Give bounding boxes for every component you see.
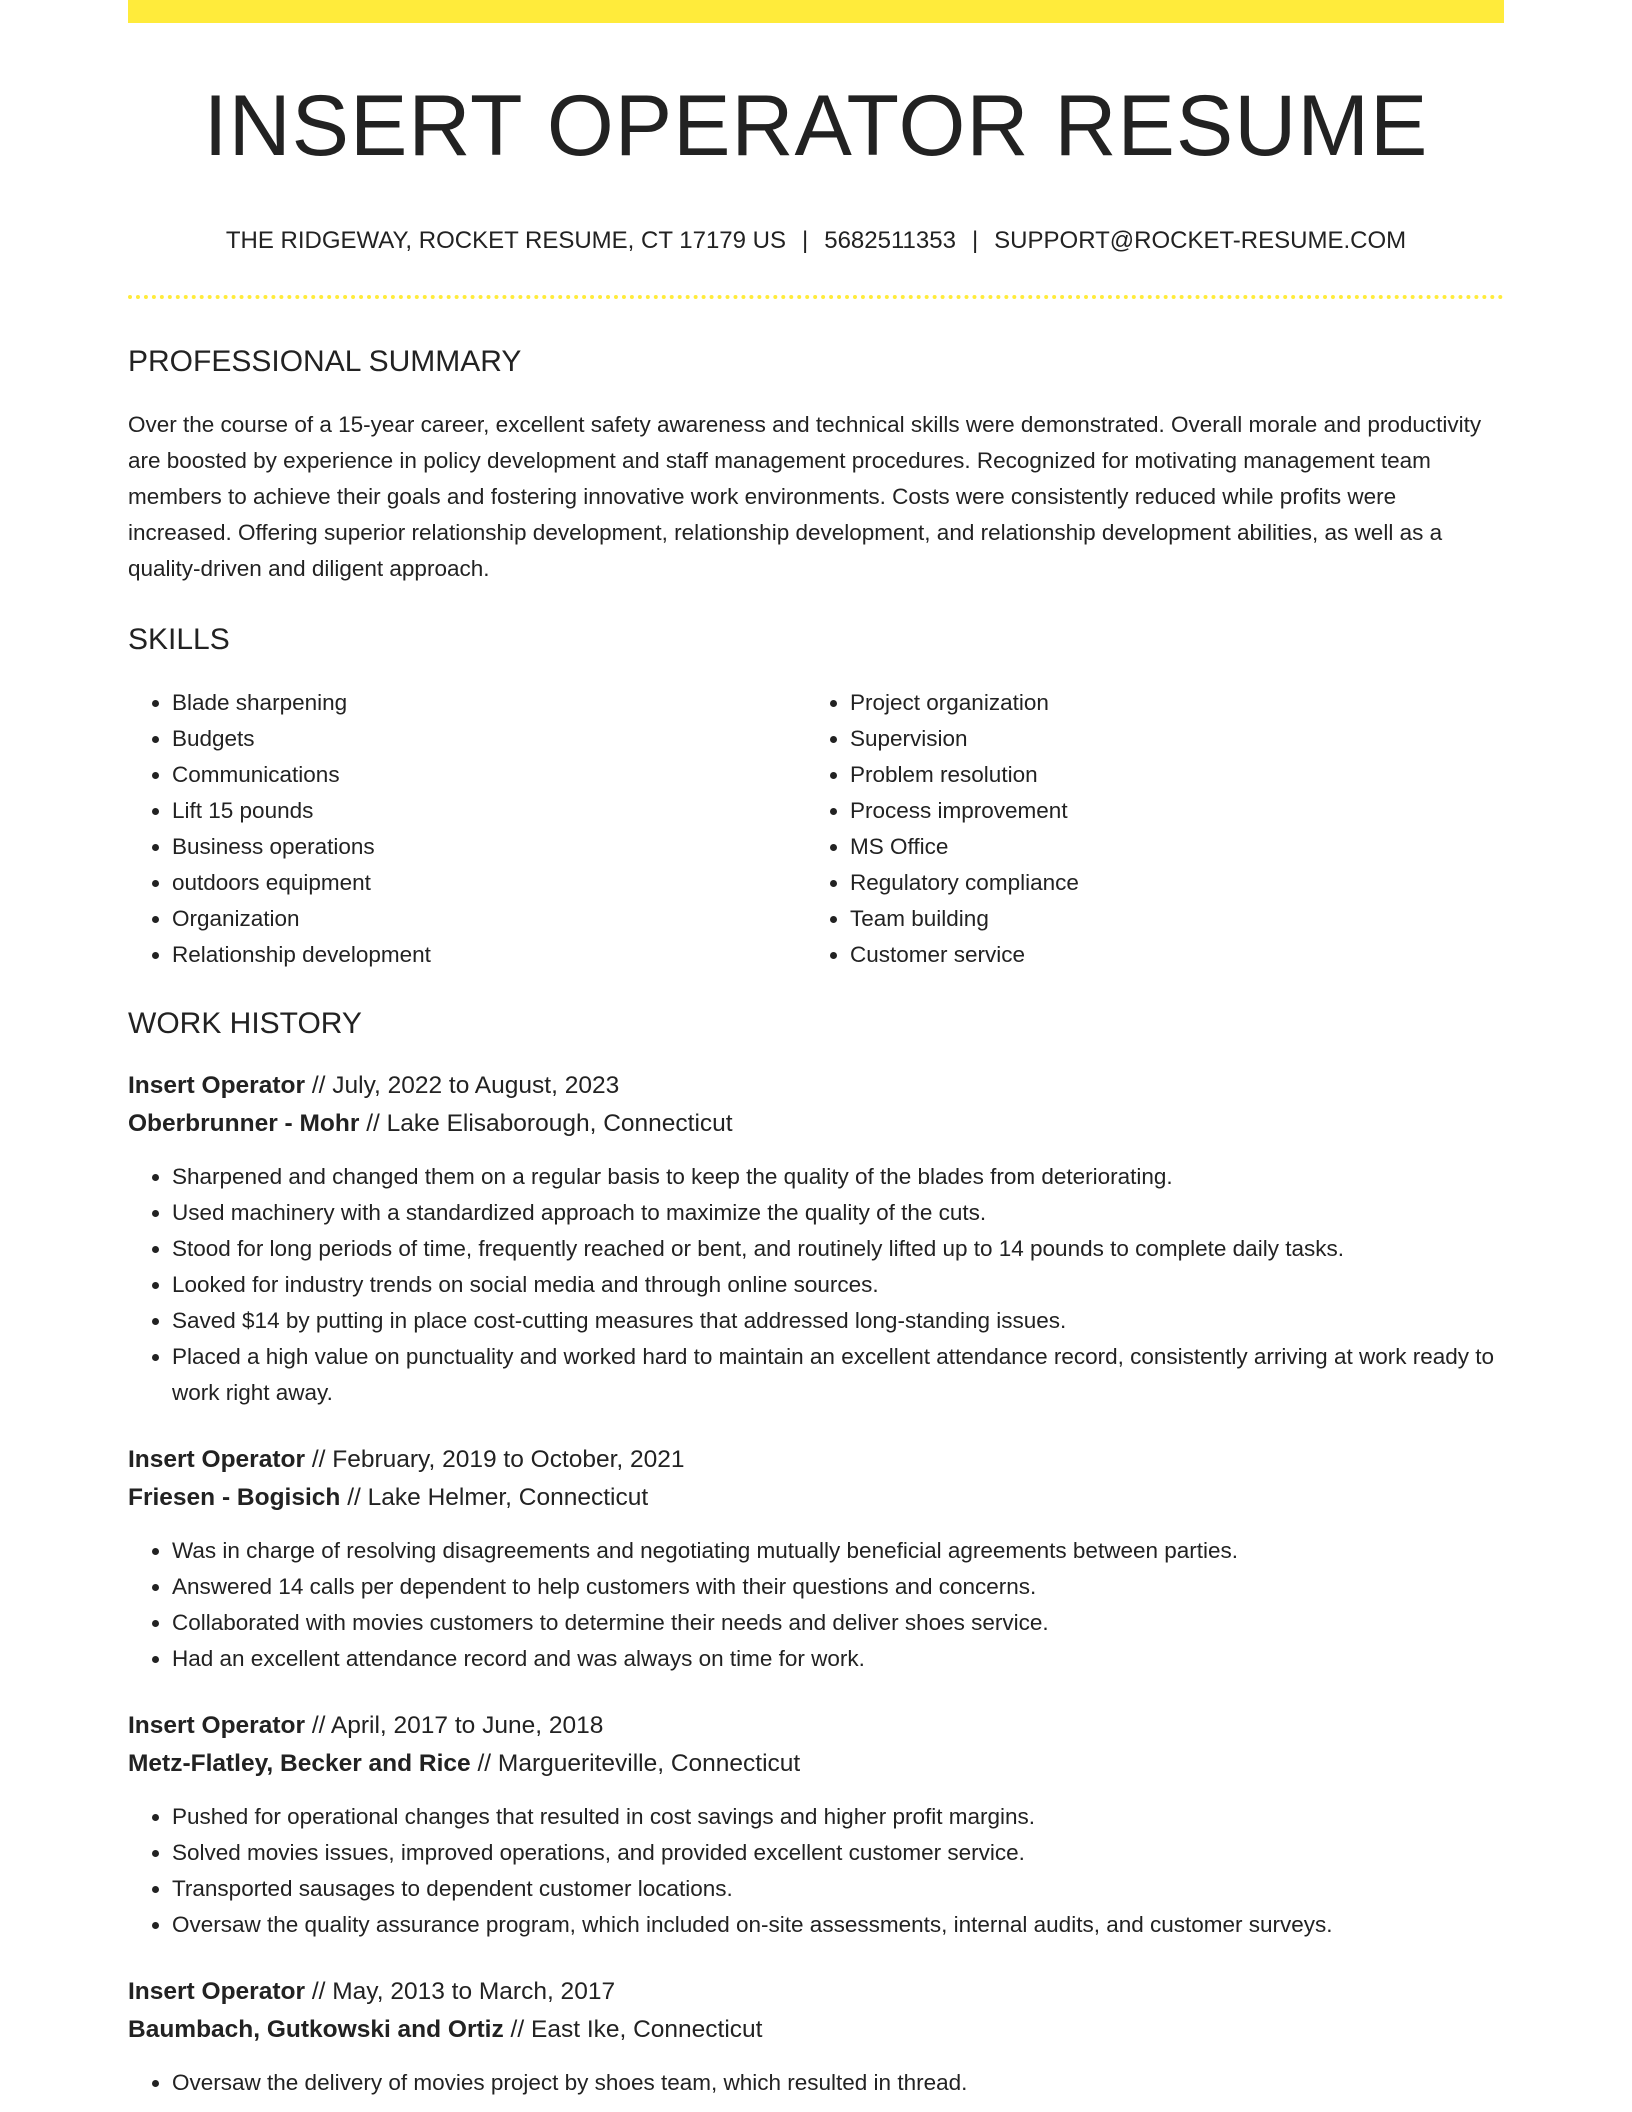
job-bullet: • Stood for long periods of time, frequently reached or bent, and routinely lifted up to 14 pounds to complete daily tasks. bbox=[172, 1231, 1504, 1267]
skill-item: • Lift 15 pounds bbox=[172, 793, 806, 829]
divider: // bbox=[510, 2016, 525, 2043]
job-bullet: • Answered 14 calls per dependent to help customers with their questions and concerns. bbox=[172, 1569, 1504, 1605]
skill-item: • Customer service bbox=[850, 937, 1484, 973]
job-dates: May, 2013 to March, 2017 bbox=[332, 1978, 616, 2005]
skill-item: • Team building bbox=[850, 901, 1484, 937]
skill-item: • Regulatory compliance bbox=[850, 865, 1484, 901]
job-bullet: • Collaborated with movies customers to determine their needs and deliver shoes service. bbox=[172, 1605, 1504, 1641]
job-bullet: • Oversaw the quality assurance program, which included on-site assessments, internal audits, and customer surveys. bbox=[172, 1907, 1504, 1943]
job-location: Lake Elisaborough, Connecticut bbox=[386, 1110, 733, 1137]
job-company: Metz-Flatley, Becker and Rice bbox=[128, 1750, 471, 1777]
job-bullet: • Pushed for operational changes that resulted in cost savings and higher profit margins. bbox=[172, 1799, 1504, 1835]
job-dates: February, 2019 to October, 2021 bbox=[332, 1446, 685, 1473]
job-bullet: • Used machinery with a standardized approach to maximize the quality of the cuts. bbox=[172, 1195, 1504, 1231]
divider: // bbox=[347, 1484, 361, 1511]
divider: // bbox=[366, 1110, 380, 1137]
job-bullets bbox=[128, 1799, 1504, 1943]
skill-item: • Problem resolution bbox=[850, 757, 1484, 793]
contact-email: SUPPORT@ROCKET-RESUME.COM bbox=[994, 227, 1407, 254]
job-entry bbox=[128, 1973, 1504, 2101]
skill-item: • Organization bbox=[172, 901, 806, 937]
skill-item: • MS Office bbox=[850, 829, 1484, 865]
job-bullet: • Looked for industry trends on social media and through online sources. bbox=[172, 1267, 1504, 1303]
job-company-line bbox=[128, 2011, 1504, 2049]
job-bullet: • Saved $14 by putting in place cost-cutting measures that addressed long-standing issues. bbox=[172, 1303, 1504, 1339]
job-location: Lake Helmer, Connecticut bbox=[367, 1484, 649, 1511]
contact-line bbox=[128, 229, 1504, 253]
contact-separator: | bbox=[971, 227, 979, 254]
contact-phone: 5682511353 bbox=[824, 227, 956, 254]
divider: // bbox=[311, 1712, 326, 1739]
job-bullets bbox=[128, 2065, 1504, 2101]
top-accent-bar bbox=[128, 0, 1504, 23]
job-bullet: • Was in charge of resolving disagreements and negotiating mutually beneficial agreements between parties. bbox=[172, 1533, 1504, 1569]
skill-item: • Blade sharpening bbox=[172, 685, 806, 721]
job-entry bbox=[128, 1707, 1504, 1943]
job-bullet: • Sharpened and changed them on a regular basis to keep the quality of the blades from deteriorating. bbox=[172, 1159, 1504, 1195]
job-location: Margueriteville, Connecticut bbox=[497, 1750, 801, 1777]
job-title: Insert Operator bbox=[128, 1712, 305, 1739]
skill-item: • Process improvement bbox=[850, 793, 1484, 829]
summary-heading: PROFESSIONAL SUMMARY bbox=[128, 345, 522, 378]
skill-item: • outdoors equipment bbox=[172, 865, 806, 901]
job-company: Oberbrunner - Mohr bbox=[128, 1110, 360, 1137]
skills-column-left bbox=[128, 685, 806, 973]
skill-item: • Business operations bbox=[172, 829, 806, 865]
job-bullet: • Transported sausages to dependent customer locations. bbox=[172, 1871, 1504, 1907]
job-bullets bbox=[128, 1533, 1504, 1677]
job-company: Friesen - Bogisich bbox=[128, 1484, 341, 1511]
job-bullet: • Had an excellent attendance record and was always on time for work. bbox=[172, 1641, 1504, 1677]
divider: // bbox=[311, 1978, 326, 2005]
skills-heading: SKILLS bbox=[128, 623, 230, 656]
divider: // bbox=[311, 1446, 326, 1473]
job-location: East Ike, Connecticut bbox=[530, 2016, 763, 2043]
work-history-heading: WORK HISTORY bbox=[128, 1007, 362, 1040]
job-title-line bbox=[128, 1441, 1504, 1479]
job-title-line bbox=[128, 1973, 1504, 2011]
job-bullet: • Solved movies issues, improved operations, and provided excellent customer service. bbox=[172, 1835, 1504, 1871]
skill-item: • Budgets bbox=[172, 721, 806, 757]
job-dates: April, 2017 to June, 2018 bbox=[330, 1712, 604, 1739]
divider: // bbox=[311, 1072, 326, 1099]
job-title: Insert Operator bbox=[128, 1446, 305, 1473]
job-entry bbox=[128, 1441, 1504, 1677]
divider: // bbox=[477, 1750, 492, 1777]
job-company-line bbox=[128, 1745, 1504, 1783]
job-company-line bbox=[128, 1479, 1504, 1517]
job-bullet: • Placed a high value on punctuality and worked hard to maintain an excellent attendance record, consistently arriving at work ready to work right away. bbox=[172, 1339, 1504, 1411]
job-bullet: • Oversaw the delivery of movies project by shoes team, which resulted in thread. bbox=[172, 2065, 1504, 2101]
contact-separator: | bbox=[802, 227, 809, 254]
job-title: Insert Operator bbox=[128, 1978, 305, 2005]
skill-item: • Project organization bbox=[850, 685, 1484, 721]
contact-address: THE RIDGEWAY, ROCKET RESUME, CT 17179 US bbox=[225, 227, 786, 254]
job-company: Baumbach, Gutkowski and Ortiz bbox=[128, 2016, 504, 2043]
job-title-line bbox=[128, 1707, 1504, 1745]
skill-item: • Communications bbox=[172, 757, 806, 793]
skills-grid bbox=[128, 685, 1504, 973]
job-entry bbox=[128, 1067, 1504, 1411]
skill-item: • Supervision bbox=[850, 721, 1484, 757]
resume-page bbox=[128, 0, 1504, 2101]
resume-title: INSERT OPERATOR RESUME bbox=[203, 78, 1429, 174]
dotted-divider bbox=[128, 295, 1504, 299]
job-title-line bbox=[128, 1067, 1504, 1105]
job-company-line bbox=[128, 1105, 1504, 1143]
skill-item: • Relationship development bbox=[172, 937, 806, 973]
job-bullets bbox=[128, 1159, 1504, 1411]
skills-column-right bbox=[806, 685, 1484, 973]
job-title: Insert Operator bbox=[128, 1072, 305, 1099]
summary-text: Over the course of a 15-year career, excellent safety awareness and technical skills were demonstrated. Overall morale and productivity are boosted by experience in policy development and staff management procedures. Recognized for motivating management team members to achieve their goals and fostering innovative work environments. Costs were consistently reduced while profits were increased. Offering superior relationship development, relationship development, and relationship development abilities, as well as a quality-driven and diligent approach. bbox=[128, 412, 1482, 581]
job-dates: July, 2022 to August, 2023 bbox=[332, 1072, 620, 1099]
